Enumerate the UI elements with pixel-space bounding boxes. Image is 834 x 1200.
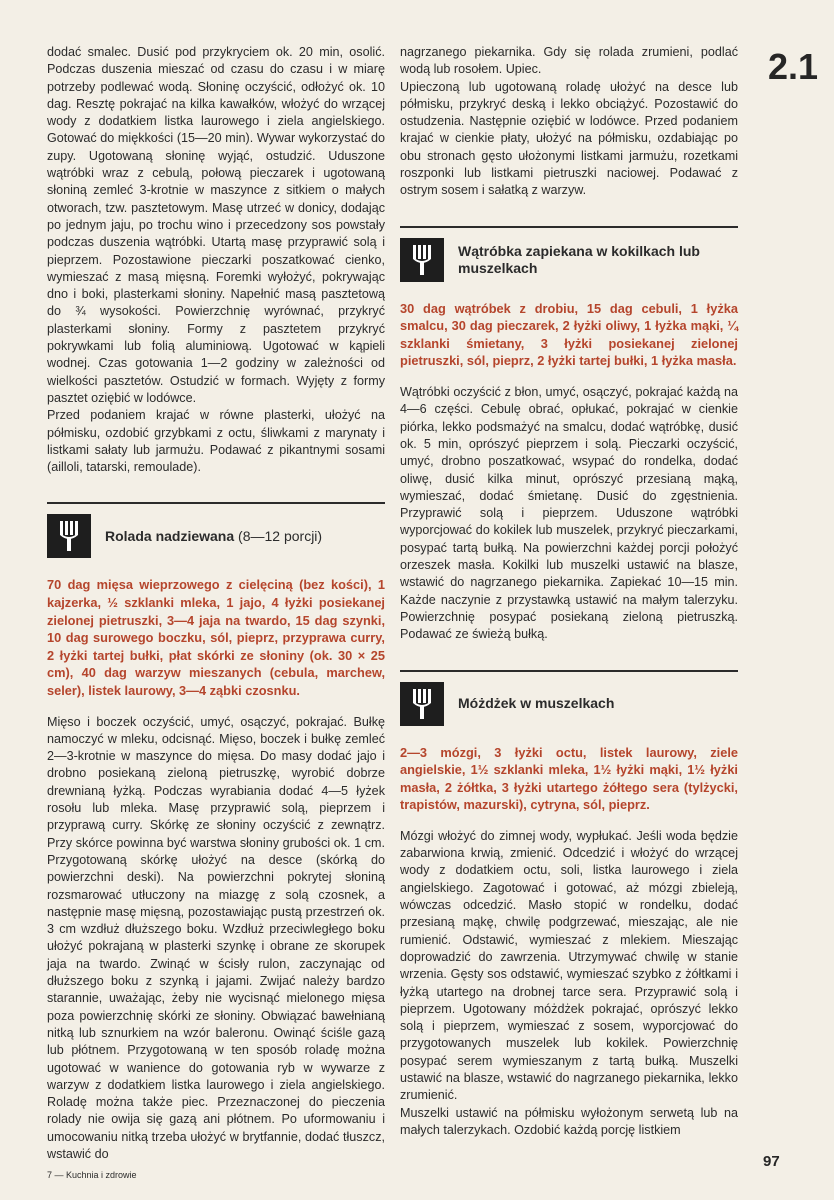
ingredients-list: 30 dag wątróbek z drobiu, 15 dag cebuli, 1 łyżka smalcu, 30 dag pieczarek, 2 łyżki oliwy, 1 łyżka mąki, ¼ szklanki śmietany, 3 łyżki posiekanej zielonej pietruszki, sól, pieprz, 2 łyżki tartej bułki, 1 łyżka masła. [400,300,738,369]
paragraph: Przed podaniem krajać w równe plasterki, ułożyć na półmisku, ozdobić grzybkami z octu, śliwkami z marynaty i listkami sałaty lub jarmużu. Podawać z pikantnymi sosami (ailloli, tatarski, remoulade). [47,408,385,475]
paragraph: dodać smalec. Dusić pod przykryciem ok. 20 min, osolić. Podczas duszenia mieszać od czasu do czasu i w miarę potrzeby podlewać wodą. Słoninę oczyścić, odłożyć ok. 10 dag. Resztę pokrajać na kilka kawałków, włożyć do wrzącej wody z dodatkiem listka laurowego i ziela angielskiego. Gotować do miękkości (15—20 min). Wywar wykorzystać do zupy. Ugotowaną słoninę wyjąć, ostudzić. Uduszone wątróbki wraz z cebulą, połową pieczarek i ugotowaną słoniną zemleć 3-krotnie w maszynce z sitkiem o małych otworach, tzw. pasztetowym. Masę utrzeć w donicy, dodając po jednym jaju, po trochu wino i przecedzony sos powstały podczas duszenia wątróbki. Utartą masę przyprawić solą i pieprzem. Pozostawione pieczarki poszatkować cienko, wymieszać z masą mięsną. Foremki wyłożyć, pokrywając dno i boki, plasterkami słoniny. Napełnić masą pasztetową do ¾ wysokości. Powierzchnię wyrównać, przykryć plasterkami słoniny. Formy z pasztetem przykryć pokrywkami lub folią aluminiową. Ugotować w kąpieli wodnej. Czas gotowania 1—2 godziny w zależności od wielkości pasztetów. Ostudzić w formach. Wyjęty z formy pasztet oziębić w lodówce. [47,45,385,405]
recipe-title-text: Rolada nadziewana [105,527,235,544]
recipe-header [400,226,738,282]
recipe-method: Wątróbki oczyścić z błon, umyć, osączyć, pokrajać każdą na 4—6 części. Cebulę obrać, opłukać, pokrajać w cienkie piórka, lekko podsmażyć na smalcu, dodać wątróbkę, dusić ok. 5 min, oprószyć pieprzem i solą. Pieczarki oczyścić, umyć, drobno poszatkować, wsypać do rondelka, dodać oliwę, dusić kilka minut, oprószyć przesianą mąką, wymieszać, dodać śmietanę. Dusić do zgęstnienia. Przyprawić solą i pieprzem. Uduszone wątróbki wyporcjować do kokilek lub muszelek, przykryć pieczarkami, posypać tartą bułką. Na powierzchni każdej porcji położyć orzeszek masła. Kokilki lub muszelki ustawić na blasze, wstawić do nagrzanego piekarnika. Zapiekać 10—15 min. Każde naczynie z przystawką ustawić na małym talerzyku. Powierzchnię posypać posiekaną zieloną pietruszką. Podawać ze świeżą bułką. [400,385,738,642]
recipe-method-continued: Muszelki ustawić na półmisku wyłożonym serwetą lub na małych talerzykach. Ozdobić każdą porcję listkiem [400,1105,738,1137]
recipe-title: Wątróbka zapiekana w kokilkach lub muszelkach [458,242,700,276]
recipe-title [105,528,322,545]
ingredients-list: 70 dag mięsa wieprzowego z cielęciną (bez kości), 1 kajzerka, ½ szklanki mleka, 1 jajo, 4 łyżki posiekanej zielonej pietruszki, 3—4 jaja na twardo, 15 dag szynki, 10 dag surowego boczku, sól, pieprz, przyprawa curry, 2 łyżki tartej bułki, płat skórki ze słoniny (ok. 30 × 25 cm), 40 dag warzyw mieszanych (cebula, marchew, seler), listek laurowy, 3—4 ząbki czosnku. [47,577,385,698]
recipe-method: Mięso i boczek oczyścić, umyć, osączyć, pokrajać. Bułkę namoczyć w mleku, odcisnąć. Mięso, boczek i bułkę zemleć 2—3-krotnie w maszynce do mięsa. Do masy dodać jajo i drobno posiekaną zieloną pietruszkę, wyrobić dobrze drewnianą łyżką. Podczas wyrabiania dodać 4—5 łyżek rosołu lub mleka. Masę przyprawić solą, pieprzem i przyprawą curry. Skórkę ze słoniny oczyścić z zewnątrz. Przy skórce powinna być warstwa słoniny grubości ok. 1 cm. Przygotowaną skórkę ułożyć na desce (skórką do powierzchni deski). Na powierzchni pokrytej słoniną rozsmarować utłuczony na miazgę z solą czosnek, a następnie masę mięsną, pozostawiając pustą przestrzeń ok. 3 cm wzdłuż dłuższego boku. Wzdłuż przeciwległego boku ułożyć pokrajaną w plasterki szynkę i obrane ze skorupek jaja na twardo. Zwinąć w ścisły rulon, zaczynając od dłuższego boku z szynką i jajami. Zwijać należy bardzo starannie, uważając, żeby nie wycisnąć mielonego mięsa poza powierzchnię skórki ze słoniny. Obwiązać bawełnianą nitką lub sznurkiem na wzór baleronu. Owinąć ściśle gazą lub płótnem. Przygotowaną w ten sposób roladę można ugotować w wanience do gotowania ryb w wywarze z warzyw z dodatkiem listka laurowego i ziela angielskiego. Roladę można także piec. Przeznaczonej do pieczenia rolady nie owija się gazą ani płótnem. Po uformowaniu i umocowaniu nitką trzeba ułożyć w brytfannie, dodać tłuszcz, wstawić do [47,714,385,1161]
left-column [47,44,385,1163]
recipe-header [400,670,738,726]
recipe-portions: (8—12 porcji) [234,527,323,544]
recipe-header [47,502,385,558]
fork-icon [47,514,91,558]
fork-icon [400,238,444,282]
ingredients-list: 2—3 mózgi, 3 łyżki octu, listek laurowy, ziele angielskie, 1½ szklanki mleka, 1½ łyżki mąki, 1½ łyżki masła, 2 żółtka, 3 łyżki utartego żółtego sera (tylżycki, trapistów, mazurski), cytryna, sól, pieprz. [400,744,738,813]
fork-icon [400,682,444,726]
recipe-title: Móżdżek w muszelkach [458,695,615,711]
section-number: 2.1 [768,46,819,87]
right-column [400,44,738,1139]
footer: 7 — Kuchnia i zdrowie [47,1170,137,1180]
page-number: 97 [763,1153,780,1170]
paragraph: nagrzanego piekarnika. Gdy się rolada zrumieni, podlać wodą lub rosołem. Upiec. [400,45,738,77]
paragraph: Upieczoną lub ugotowaną roladę ułożyć na desce lub półmisku, przykryć deską i lekko obciążyć. Pozostawić do ostudzenia. Następnie oziębić w lodówce. Przed podaniem krajać w cienkie płaty, ułożyć na półmisku, ozdabiając po obu stronach gęsto ułożonymi listkami jarmużu, rozetkami roszponki lub listkami pietruszki naciowej. Podawać z ostrym sosem i sałatką z warzyw. [400,79,738,198]
recipe-method: Mózgi włożyć do zimnej wody, wypłukać. Jeśli woda będzie zabarwiona krwią, zmienić. Odcedzić i włożyć do wrzącej wody z dodatkiem octu, soli, listka laurowego i ziela angielskiego. Zagotować i gotować, aż mózgi zbieleją, wówczas odcedzić. Masło stopić w rondelku, dodać przesianą mąkę, chwilę podgrzewać, mieszając, ale nie rumienić. Odstawić, wymieszać z mlekiem. Mieszając doprowadzić do zawrzenia. Utrzymywać chwilę w stanie wrzenia. Gęsty sos odstawić, wymieszać szybko z żółtkami i łyżką utartego na drobnej tarce sera. Przyprawić solą i pieprzem. Ugotowany móżdżek pokrajać, oprószyć lekko solą i pieprzem, wymieszać z sosem, wyporcjować do przygotowanych muszelek lub kokilek. Powierzchnię posypać serem wymieszanym z tartą bułką. Muszelki ustawić na blasze, wstawić do nagrzanego piekarnika, lekko zrumienić. [400,828,738,1103]
